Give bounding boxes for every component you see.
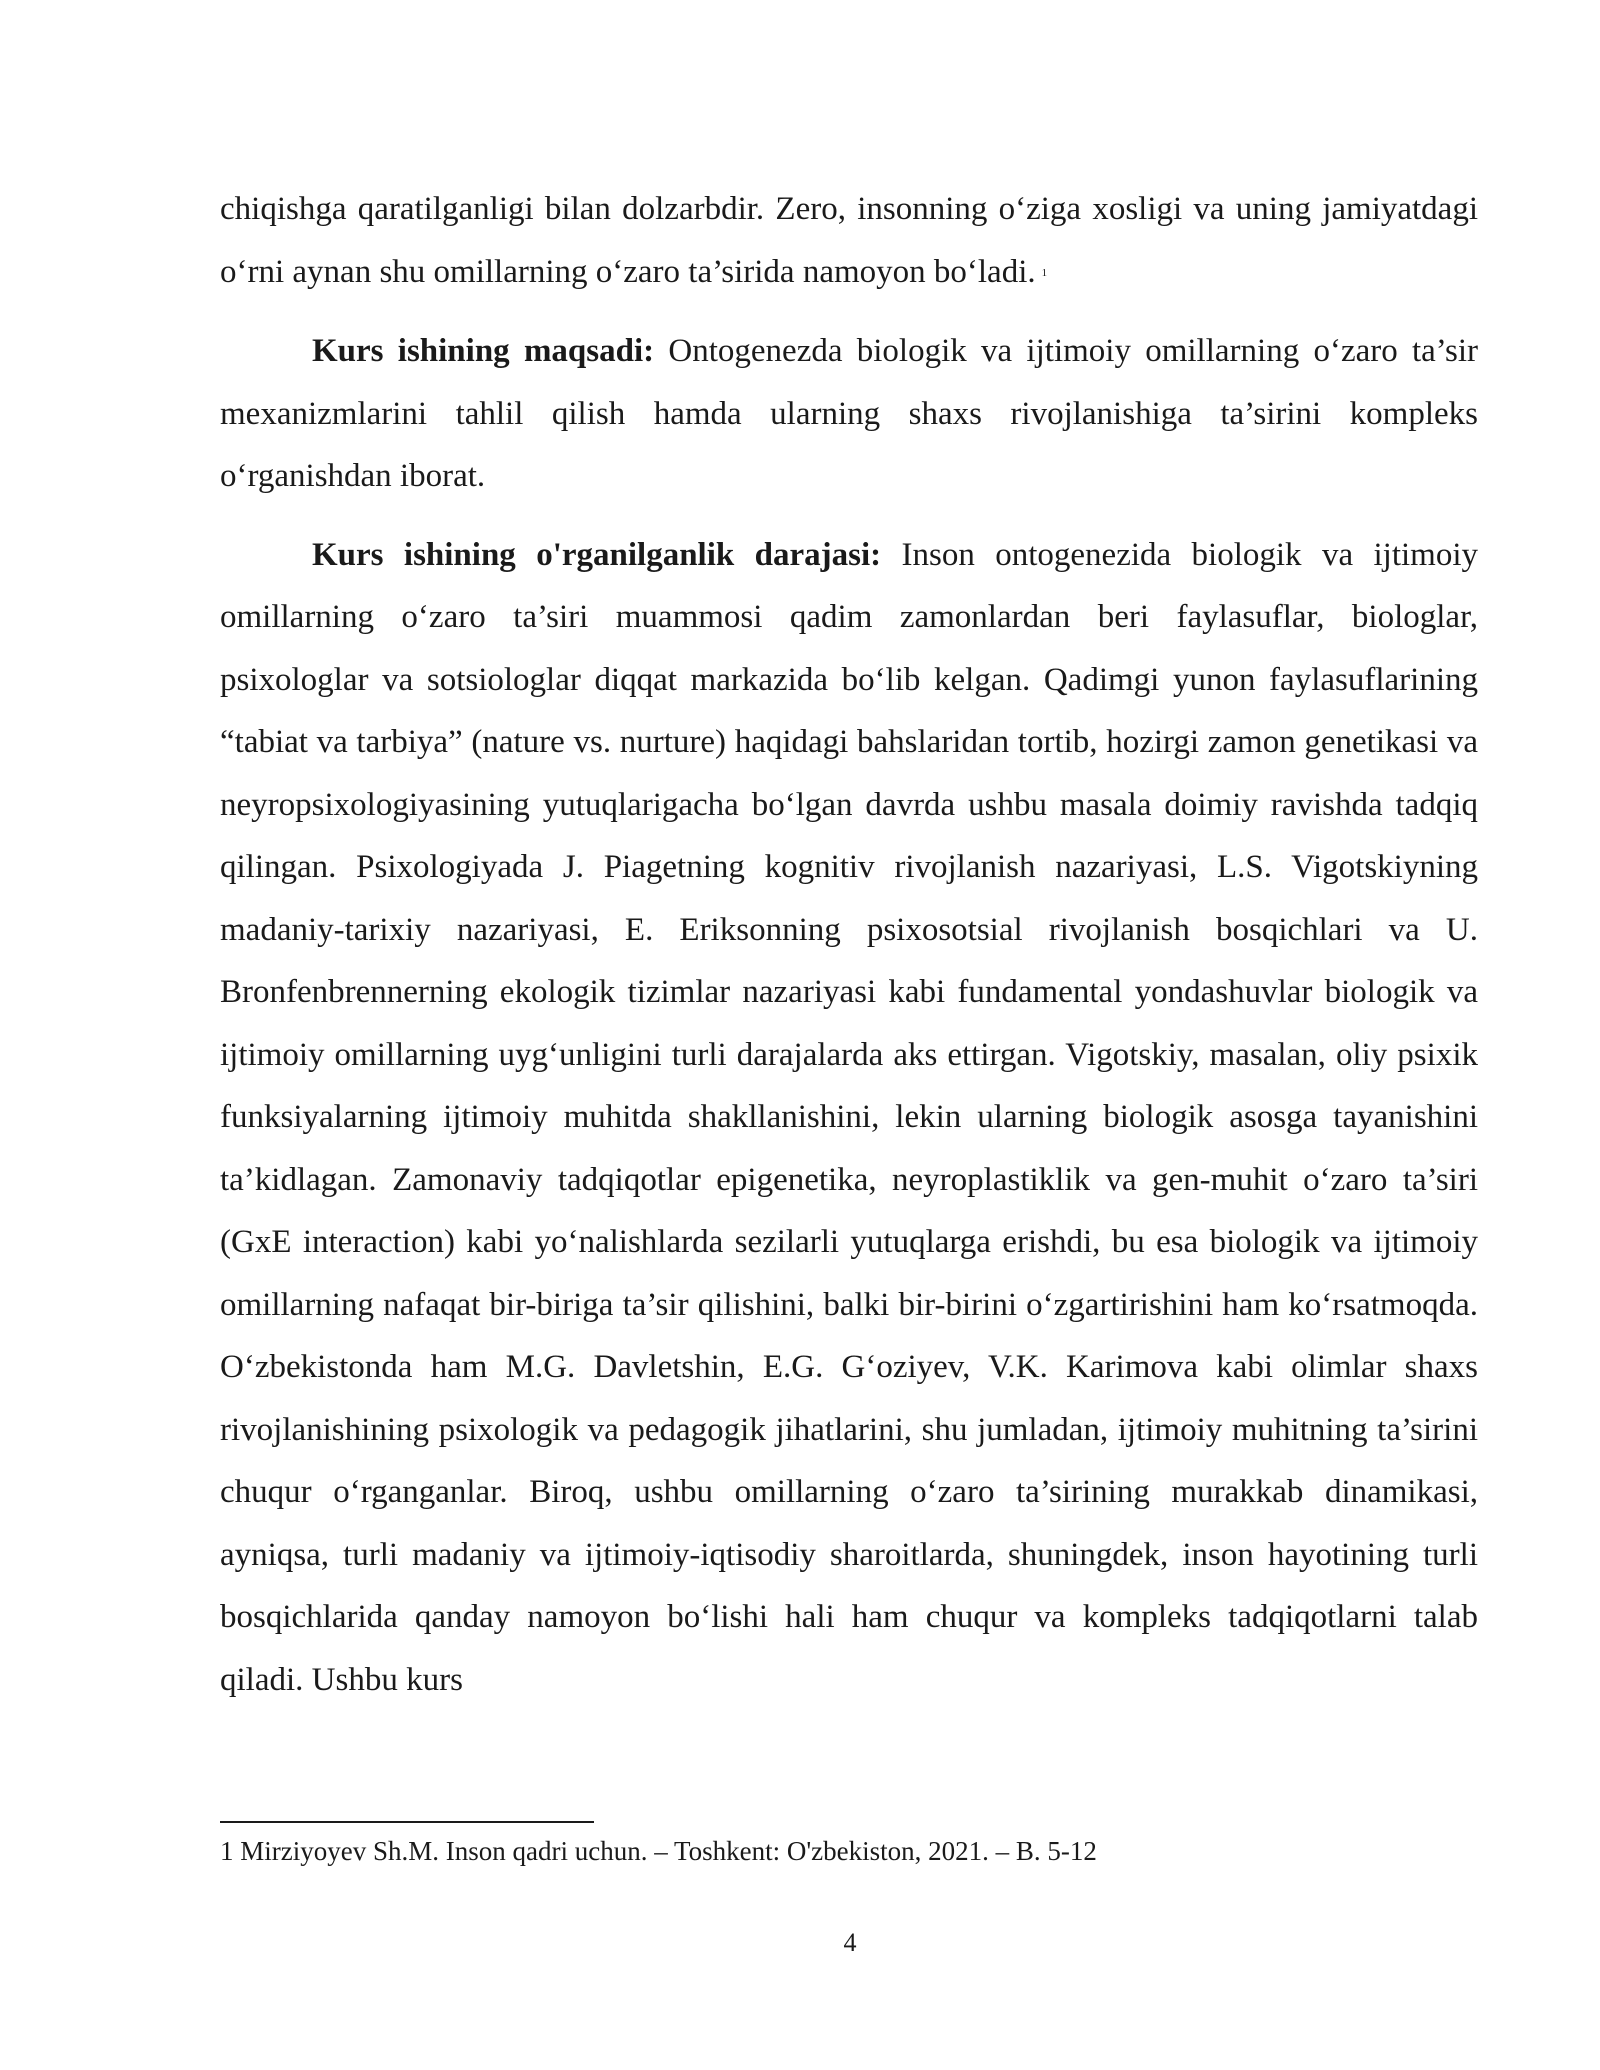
paragraph-goal: [220, 320, 1478, 508]
footnote-divider: [220, 1821, 594, 1823]
section-heading-goal: Kurs ishining maqsadi:: [312, 333, 655, 369]
section-heading-study-level: Kurs ishining o'rganilganlik darajasi:: [312, 536, 882, 573]
paragraph-study-level: [220, 524, 1478, 1712]
page-number: 4: [843, 1928, 857, 1957]
paragraph-text: Ontogenezda biologik va ijtimoiy omillarning o‘zaro ta’sir mexanizmlarini tahlil qilish hamda ularning shaxs rivojlanishiga ta’sirini kompleks o‘rganishdan iborat.: [220, 333, 1478, 494]
paragraph-text: Inson ontogenezida biologik va ijtimoiy omillarning o‘zaro ta’siri muammosi qadim zamonlardan beri faylasuflar, biologlar, psixologlar va sotsiologlar diqqat markazida bo‘lib kelgan. Qadimgi yunon faylasuflarining “tabiat va tarbiya” (nature vs. nurture) haqidagi bahslaridan tortib, hozirgi zamon genetikasi va neyropsixologiyasining yutuqlarigacha bo‘lgan davrda ushbu masala doimiy ravishda tadqiq qilingan. Psixologiyada J. Piagetning kognitiv rivojlanish nazariyasi, L.S. Vigotskiyning madaniy-tarixiy nazariyasi, E. Eriksonning psixosotsial rivojlanish bosqichlari va U. Bronfenbrennerning ekologik tizimlar nazariyasi kabi fundamental yondashuvlar biologik va ijtimoiy omillarning uyg‘unligini turli darajalarda aks ettirgan. Vigotskiy, masalan, oliy psixik funksiyalarning ijtimoiy muhitda shakllanishini, lekin ularning biologik asosga tayanishini ta’kidlagan. Zamonaviy tadqiqotlar epigenetika, neyroplastiklik va gen-muhit o‘zaro ta’siri (GxE interaction) kabi yo‘nalishlarda sezilarli yutuqlarga erishdi, bu esa biologik va ijtimoiy omillarning nafaqat bir-biriga ta’sir qilishini, balki bir-birini o‘zgartirishini ham ko‘rsatmoqda. O‘zbekistonda ham M.G. Davletshin, E.G. G‘oziyev, V.K. Karimova kabi olimlar shaxs rivojlanishining psixologik va pedagogik jihatlarini, shu jumladan, ijtimoiy muhitning ta’sirini chuqur o‘rganganlar. Biroq, ushbu omillarning o‘zaro ta’sirining murakkab dinamikasi, ayniqsa, turli madaniy va ijtimoiy-iqtisodiy sharoitlarda, shuningdek, inson hayotining turli bosqichlarida qanday namoyon bo‘lishi hali ham chuqur va kompleks tadqiqotlarni talab qiladi. Ushbu kurs: [220, 536, 1478, 1698]
footnote: 1 Mirziyoyev Sh.M. Inson qadri uchun. – Toshkent: O'zbekiston, 2021. – B. 5-12: [220, 1836, 1097, 1866]
paragraph-text: chiqishga qaratilganligi bilan dolzarbdir. Zero, insonning o‘ziga xosligi va uning jamiyatdagi o‘rni aynan shu omillarning o‘zaro ta’sirida namoyon bo‘ladi.: [220, 191, 1478, 290]
paragraph-continuation: [220, 178, 1478, 304]
footnote-reference: 1: [1041, 266, 1048, 279]
page-body: [220, 178, 1478, 1711]
